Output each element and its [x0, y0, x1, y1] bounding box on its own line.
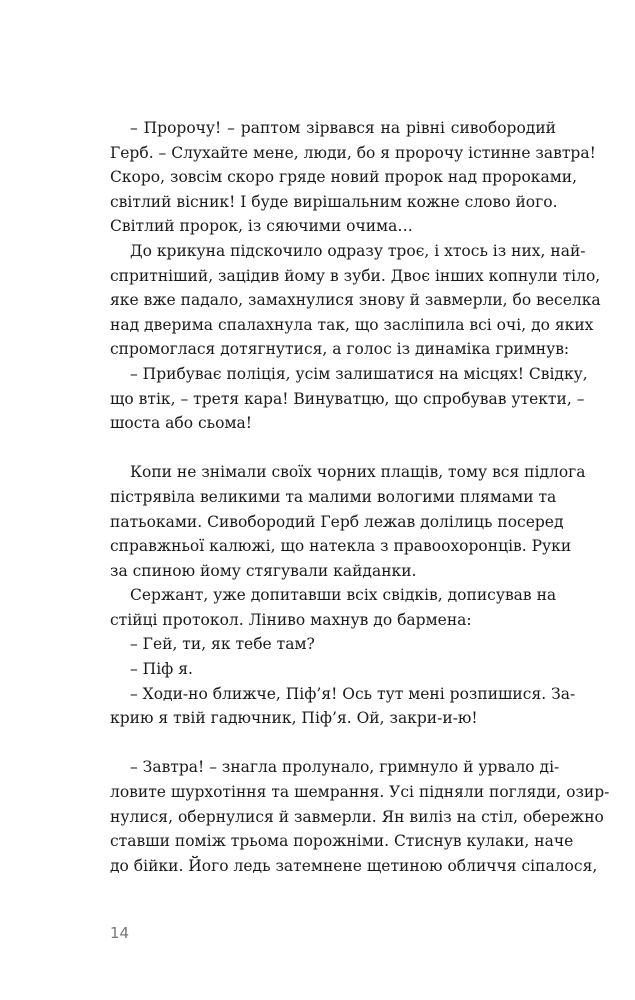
- text-line: – Ходи-но ближче, Піф’я! Ось тут мені розпишися. За-: [130, 684, 576, 703]
- text-line: яке вже падало, замахнулися знову й завмерли, бо веселка: [110, 291, 601, 310]
- text-line: – Гей, ти, як тебе там?: [130, 635, 315, 654]
- text-line: крию я твій гадючник, Піф’я. Ой, закри-и-ю!: [110, 709, 478, 728]
- text-line: до бійки. Його ледь затемнене щетиною обличчя сіпалося,: [110, 856, 598, 875]
- text-line: Герб. – Слухайте мене, люди, бо я пророчу істинне завтра!: [110, 143, 596, 162]
- text-line: що втік, – третя кара! Винуватцю, що спробував утекти, –: [110, 389, 585, 408]
- text-line: нулися, обернулися й завмерли. Ян виліз на стіл, обережно: [110, 807, 604, 826]
- text-line: ловите шурхотіння та шемрання. Усі підняли погляди, озир-: [110, 783, 610, 802]
- text-line: Світлий пророк, із сяючими очима…: [110, 217, 413, 236]
- page-number: 14: [110, 924, 130, 942]
- text-line: – Піф я.: [130, 660, 193, 679]
- body-text: [110, 116, 610, 878]
- text-line: До крикуна підскочило одразу троє, і хтось із них, най-: [130, 241, 586, 260]
- text-line: над дверима спалахнула так, що засліпила всі очі, до яких: [110, 315, 594, 334]
- text-line: справжньої калюжі, що натекла з правоохоронців. Руки: [110, 537, 572, 556]
- text-line: стійці протокол. Ліниво махнув до бармена:: [110, 610, 472, 629]
- text-line: пістрявіла великими та малими вологими плямами та: [110, 487, 557, 506]
- text-line: Копи не знімали своїх чорних плащів, тому вся підлога: [130, 463, 586, 482]
- text-line: ставши поміж трьома порожніми. Стиснув кулаки, наче: [110, 832, 574, 851]
- text-line: патьоками. Сивобородий Герб лежав долілиць посеред: [110, 512, 564, 531]
- text-line: – Прибуває поліція, усім залишатися на місцях! Свідку,: [130, 364, 588, 383]
- section-break: [110, 731, 556, 756]
- text-line: світлий вісник! І буде вирішальним кожне слово його.: [110, 192, 558, 211]
- text-line: за спиною йому стягували кайданки.: [110, 561, 417, 580]
- text-line: шоста або сьома!: [110, 414, 252, 433]
- text-line: Сержант, уже допитавши всіх свідків, дописував на: [130, 586, 557, 605]
- section-break: [110, 436, 556, 461]
- text-line: – Завтра! – знагла пролунало, гримнуло й урвало ді-: [130, 758, 560, 777]
- text-line: спритніший, зацідив йому в зуби. Двоє інших копнули тіло,: [110, 266, 601, 285]
- text-line: Скоро, зовсім скоро гряде новий пророк над пророками,: [110, 168, 578, 187]
- text-line: – Пророчу! – раптом зірвався на рівні сивобородий: [130, 119, 556, 137]
- text-line: спромоглася дотягнутися, а голос із динаміка гримнув:: [110, 340, 570, 359]
